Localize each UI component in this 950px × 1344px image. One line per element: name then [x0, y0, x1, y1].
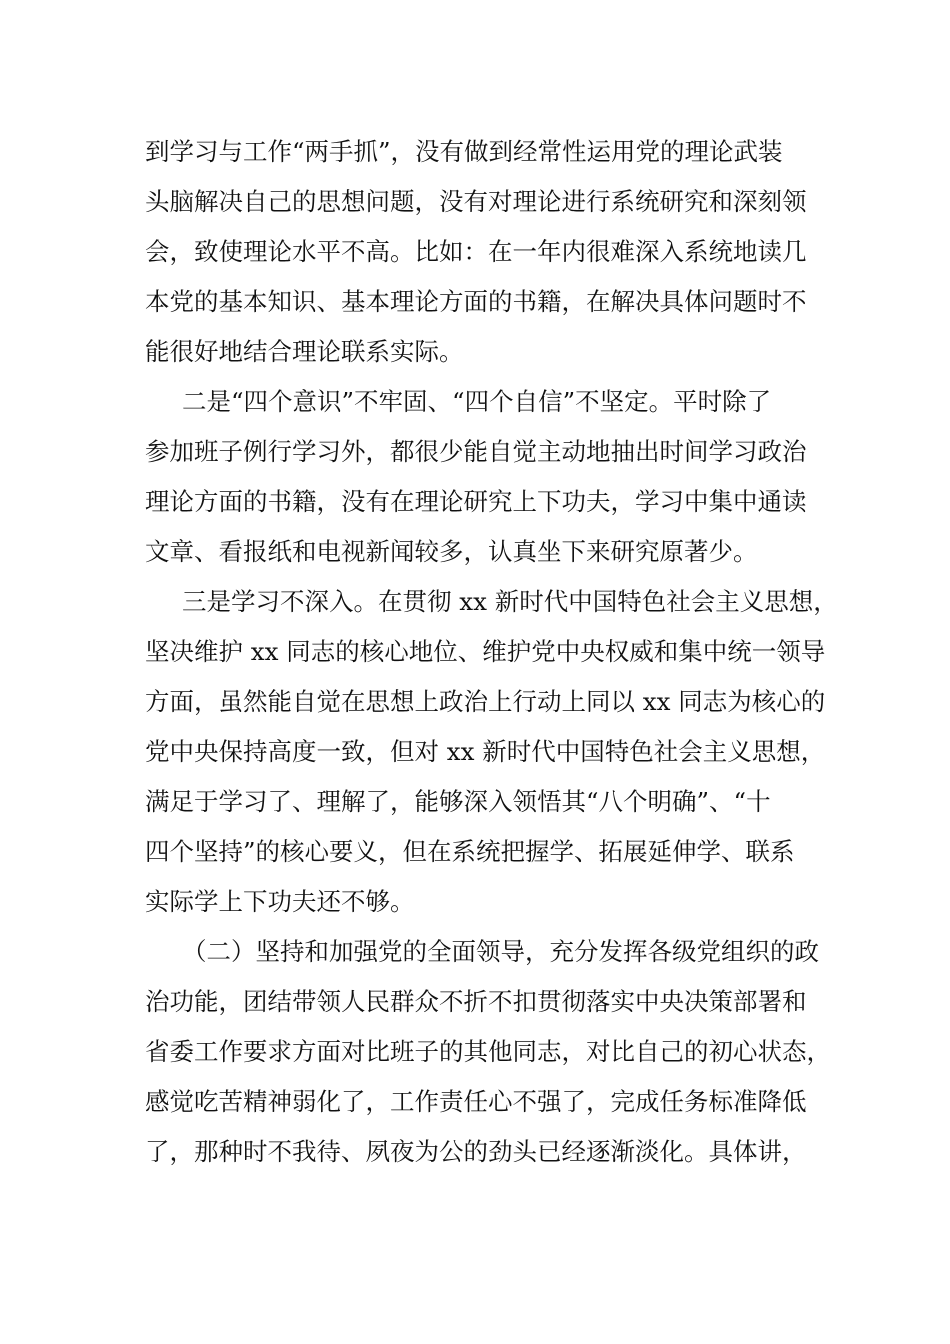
text-line: 坚决维护 xx 同志的核心地位、维护党中央权威和集中统一领导	[145, 637, 826, 666]
text-line: 本党的基本知识、基本理论方面的书籍，在解决具体问题时不	[145, 287, 807, 316]
text-line: 参加班子例行学习外，都很少能自觉主动地抽出时间学习政治	[145, 437, 807, 466]
text-line: 满足于学习了、理解了，能够深入领悟其“八个明确”、“十	[145, 787, 771, 816]
text-line: 治功能，团结带领人民群众不折不扣贯彻落实中央决策部署和	[145, 987, 807, 1016]
text-line: 会，致使理论水平不高。比如：在一年内很难深入系统地读几	[145, 237, 807, 266]
paragraph-first-line: 三是学习不深入。在贯彻 xx 新时代中国特色社会主义思想，	[182, 587, 838, 616]
text-line: 方面，虽然能自觉在思想上政治上行动上同以 xx 同志为核心的	[145, 687, 826, 716]
text-line: 能很好地结合理论联系实际。	[145, 337, 464, 366]
text-line: 四个坚持”的核心要义，但在系统把握学、拓展延伸学、联系	[145, 837, 795, 866]
text-line: 文章、看报纸和电视新闻较多，认真坐下来研究原著少。	[145, 537, 758, 566]
text-line: 头脑解决自己的思想问题，没有对理论进行系统研究和深刻领	[145, 187, 807, 216]
text-line: 到学习与工作“两手抓”，没有做到经常性运用党的理论武装	[145, 137, 783, 166]
text-line: 了，那种时不我待、夙夜为公的劲头已经逐渐淡化。具体讲，	[145, 1137, 807, 1166]
text-line: 感觉吃苦精神弱化了，工作责任心不强了，完成任务标准降低	[145, 1087, 807, 1116]
section-heading-line: （二）坚持和加强党的全面领导，充分发挥各级党组织的政	[182, 937, 819, 966]
text-line: 理论方面的书籍，没有在理论研究上下功夫，学习中集中通读	[145, 487, 807, 516]
paragraph-first-line: 二是“四个意识”不牢固、“四个自信”不坚定。平时除了	[182, 387, 772, 416]
text-line: 省委工作要求方面对比班子的其他同志，对比自己的初心状态，	[145, 1037, 831, 1066]
text-line: 党中央保持高度一致，但对 xx 新时代中国特色社会主义思想，	[145, 737, 826, 766]
text-line: 实际学上下功夫还不够。	[145, 887, 415, 916]
